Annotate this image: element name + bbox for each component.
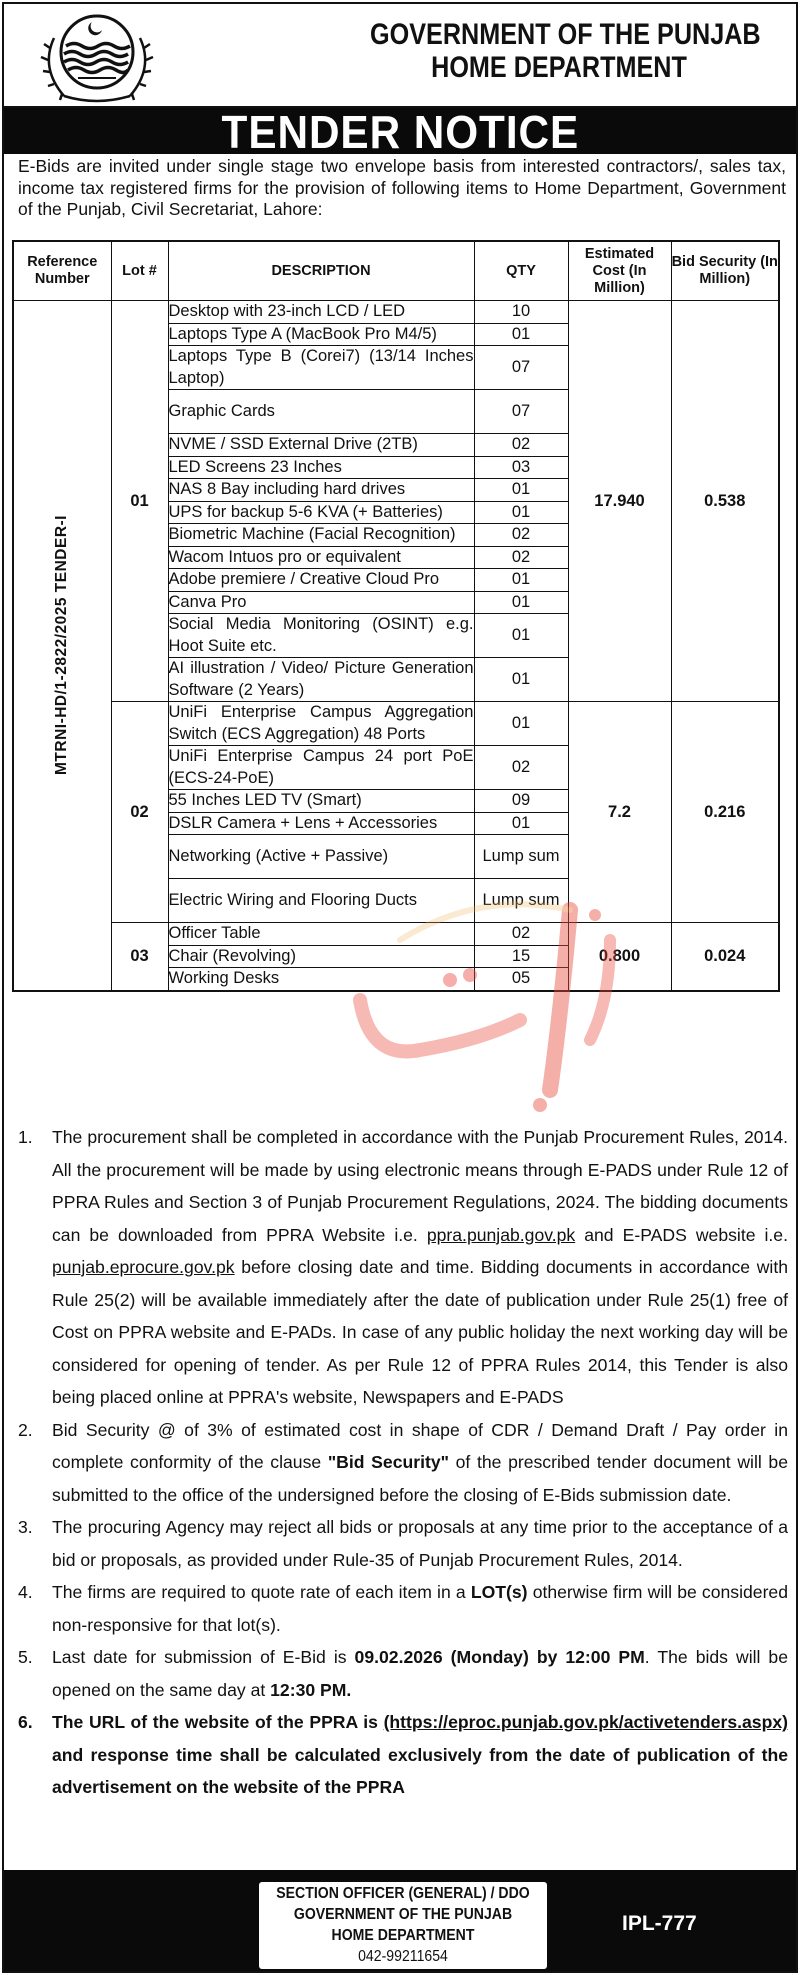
title-bar [4, 106, 796, 158]
term-text-part: Bid Security @ of 3% of estimated cost in shape of CDR / Demand Draft / Pay order in complete conformity of the clause [52, 1419, 788, 1472]
term-number: 4. [18, 1582, 33, 1602]
item-quantity: 03 [474, 456, 568, 479]
item-description: Biometric Machine (Facial Recognition) [168, 524, 474, 547]
header-lot: Lot # [111, 241, 168, 301]
item-quantity: 01 [474, 614, 568, 658]
item-quantity: 10 [474, 301, 568, 324]
item-quantity: 01 [474, 591, 568, 614]
tender-items-table [12, 240, 780, 992]
terms-list [18, 1121, 788, 1804]
item-quantity: 02 [474, 746, 568, 790]
item-description: Wacom Intuos pro or equivalent [168, 546, 474, 569]
term-text-part: 12:30 PM. [270, 1679, 352, 1700]
lot-number: 03 [111, 923, 168, 991]
punjab-emblem-icon [32, 8, 162, 103]
item-quantity: Lump sum [474, 879, 568, 923]
lot-number: 02 [111, 702, 168, 923]
term-text-part: LOT(s) [470, 1582, 528, 1602]
term-number: 5. [18, 1647, 33, 1667]
website-link[interactable]: (https://eproc.punjab.gov.pk/activetenders.aspx) [383, 1712, 788, 1732]
item-quantity: Lump sum [474, 835, 568, 879]
item-quantity: 07 [474, 346, 568, 390]
tender-notice-page [2, 2, 798, 1973]
item-quantity: 02 [474, 434, 568, 457]
lot-number: 01 [111, 301, 168, 702]
bid-security: 0.024 [671, 923, 779, 991]
term-text-part: The URL of the website of the PPRA is [52, 1712, 384, 1732]
term-item [18, 1641, 788, 1706]
term-text-part: "Bid Security" [327, 1452, 449, 1472]
header-description: DESCRIPTION [168, 241, 474, 301]
item-description: Officer Table [168, 923, 474, 946]
header-reference: Reference Number [13, 241, 111, 301]
item-description: AI illustration / Video/ Picture Generation Software (2 Years) [168, 658, 474, 702]
signature-block [259, 1882, 547, 1969]
item-description: Working Desks [168, 968, 474, 991]
term-item [18, 1511, 788, 1576]
item-description: Networking (Active + Passive) [168, 835, 474, 879]
term-item [18, 1121, 788, 1414]
term-text [52, 1706, 788, 1804]
item-description: Desktop with 23-inch LCD / LED [168, 301, 474, 324]
item-description: NAS 8 Bay including hard drives [168, 479, 474, 502]
estimated-cost: 0.800 [568, 923, 671, 991]
item-description: Chair (Revolving) [168, 945, 474, 968]
term-text-part: otherwise firm will be considered non-responsive for that lot(s). [52, 1582, 788, 1635]
header [4, 4, 796, 109]
signatory-government: GOVERNMENT OF THE PUNJAB [293, 1906, 513, 1923]
term-item [18, 1706, 788, 1804]
bid-security: 0.538 [671, 301, 779, 702]
term-item [18, 1576, 788, 1641]
term-text-part: Last date for submission of E-Bid is [52, 1647, 355, 1667]
item-quantity: 01 [474, 702, 568, 746]
estimated-cost: 17.940 [568, 301, 671, 702]
item-description: UniFi Enterprise Campus Aggregation Switch (ECS Aggregation) 48 Ports [168, 702, 474, 746]
term-text-part: The procuring Agency may reject all bids or proposals at any time prior to the acceptance of a bid or proposals, as provided under Rule-35 of Punjab Procurement Rules, 2014. [52, 1517, 788, 1570]
term-text-part: The firms are required to quote rate of each item in a [52, 1582, 471, 1602]
term-text-part: The procurement shall be completed in accordance with the Punjab Procurement Rules, 2014. All the procurement will be made by using electronic means through E-PADS under Rule 12 of PPRA Rules and Section 3 of Punjab Procurement Regulations, 2024. The bidding documents can be downloaded from PPRA Website i.e. [52, 1127, 788, 1245]
item-description: Laptops Type A (MacBook Pro M4/5) [168, 323, 474, 346]
phone-number: 042-99211654 [358, 1948, 448, 1965]
item-description: Social Media Monitoring (OSINT) e.g. Hoot Suite etc. [168, 614, 474, 658]
signatory-title: SECTION OFFICER (GENERAL) / DDO [276, 1885, 530, 1902]
header-estimated-cost: Estimated Cost (In Million) [568, 241, 671, 301]
item-quantity: 05 [474, 968, 568, 991]
item-quantity: 07 [474, 390, 568, 434]
item-quantity: 02 [474, 546, 568, 569]
header-bid-security: Bid Security (In Million) [671, 241, 779, 301]
intro-paragraph: E-Bids are invited under single stage two envelope basis from interested contractors/, sales tax, income tax registered firms for the provision of following items to Home Department, Government of the Punjab, Civil Secretariat, Lahore: [18, 156, 786, 219]
item-quantity: 02 [474, 923, 568, 946]
item-description: LED Screens 23 Inches [168, 456, 474, 479]
table-header-row [13, 241, 779, 301]
item-quantity: 01 [474, 323, 568, 346]
term-text [52, 1576, 788, 1641]
website-link[interactable]: ppra.punjab.gov.pk [426, 1224, 576, 1245]
item-quantity: 01 [474, 812, 568, 835]
term-text-part: and response time shall be calculated exclusively from the date of publication of the advertisement on the website of the PPRA [52, 1744, 788, 1797]
item-description: Adobe premiere / Creative Cloud Pro [168, 569, 474, 592]
term-text [52, 1121, 788, 1414]
item-quantity: 01 [474, 658, 568, 702]
term-number: 2. [18, 1419, 33, 1440]
item-description: Graphic Cards [168, 390, 474, 434]
page-title: TENDER NOTICE [221, 106, 579, 158]
term-number: 1. [18, 1127, 33, 1147]
term-item [18, 1414, 788, 1512]
table-row [13, 702, 779, 746]
item-quantity: 15 [474, 945, 568, 968]
table-row [13, 923, 779, 946]
item-description: 55 Inches LED TV (Smart) [168, 790, 474, 813]
reference-number: MTRNI-HD/1-2822/2025 TENDER-I [53, 515, 71, 776]
item-quantity: 01 [474, 501, 568, 524]
term-number: 6. [18, 1712, 33, 1732]
term-text-part: and E-PADS website i.e. [575, 1224, 788, 1245]
item-quantity: 02 [474, 524, 568, 547]
item-description: Electric Wiring and Flooring Ducts [168, 879, 474, 923]
item-quantity: 01 [474, 479, 568, 502]
term-text-part: 09.02.2026 (Monday) by 12:00 PM [354, 1647, 645, 1667]
term-text [52, 1414, 788, 1512]
item-description: UniFi Enterprise Campus 24 port PoE (ECS-24-PoE) [168, 746, 474, 790]
ipl-code: IPL-777 [622, 1912, 697, 1935]
item-description: NVME / SSD External Drive (2TB) [168, 434, 474, 457]
term-number: 3. [18, 1517, 33, 1537]
term-text [52, 1641, 788, 1706]
department-title: HOME DEPARTMENT [431, 51, 687, 84]
bid-security: 0.216 [671, 702, 779, 923]
item-quantity: 01 [474, 569, 568, 592]
item-quantity: 09 [474, 790, 568, 813]
estimated-cost: 7.2 [568, 702, 671, 923]
item-description: Canva Pro [168, 591, 474, 614]
item-description: Laptops Type B (Corei7) (13/14 Inches Laptop) [168, 346, 474, 390]
government-title: GOVERNMENT OF THE PUNJAB [370, 18, 761, 51]
reference-number-cell [13, 301, 111, 991]
term-text-part: before closing date and time. Bidding documents in accordance with Rule 25(2) will be available immediately after the date of publication under Rule 25(1) free of Cost on PPRA website and E-PADs. In case of any public holiday the next working day will be considered for opening of tender. As per Rule 12 of PPRA Rules 2014, this Tender is also being placed online at PPRA's website, Newspapers and E-PADS [52, 1257, 788, 1407]
website-link[interactable]: punjab.eprocure.gov.pk [52, 1257, 235, 1277]
term-text-part: of the prescribed tender document will be submitted to the office of the undersigned before the closing of E-Bids submission date. [52, 1452, 788, 1505]
header-qty: QTY [474, 241, 568, 301]
item-description: DSLR Camera + Lens + Accessories [168, 812, 474, 835]
table-row [13, 301, 779, 324]
term-text-part: . The bids will be opened on the same day at [52, 1647, 789, 1700]
term-text [52, 1511, 788, 1576]
item-description: UPS for backup 5-6 KVA (+ Batteries) [168, 501, 474, 524]
signatory-department: HOME DEPARTMENT [331, 1927, 475, 1944]
department-heading [370, 18, 761, 84]
footer [4, 1870, 796, 1971]
